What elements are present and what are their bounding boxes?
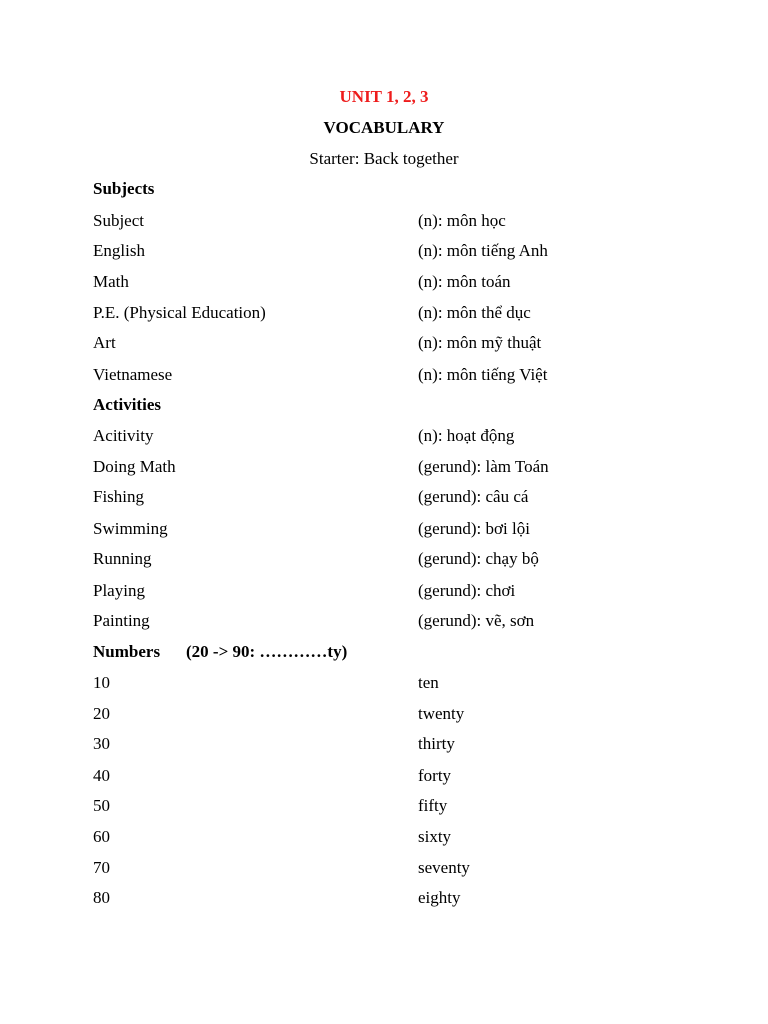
vocabulary-title: VOCABULARY bbox=[323, 118, 445, 137]
vocab-meaning: (gerund): bơi lội bbox=[418, 519, 530, 538]
vocab-meaning: (gerund): làm Toán bbox=[418, 457, 549, 476]
vocab-term: Playing bbox=[93, 581, 145, 600]
vocab-meaning: thirty bbox=[418, 734, 455, 753]
vocab-row bbox=[0, 825, 768, 849]
vocab-meaning: (n): môn học bbox=[418, 211, 506, 230]
vocab-meaning: (n): môn toán bbox=[418, 272, 511, 291]
vocab-term: P.E. (Physical Education) bbox=[93, 303, 266, 322]
vocab-meaning: (gerund): chạy bộ bbox=[418, 549, 539, 568]
vocab-row bbox=[0, 886, 768, 910]
vocab-row bbox=[0, 301, 768, 325]
vocab-row bbox=[0, 270, 768, 294]
numbers-note: (20 -> 90: …………ty) bbox=[186, 642, 348, 661]
vocab-term: 20 bbox=[93, 704, 110, 723]
vocab-term: Doing Math bbox=[93, 457, 176, 476]
vocab-meaning: (n): môn thể dục bbox=[418, 303, 531, 322]
vocab-row bbox=[0, 579, 768, 603]
vocab-meaning: twenty bbox=[418, 704, 465, 723]
vocab-row bbox=[0, 671, 768, 695]
vocab-term: Vietnamese bbox=[93, 365, 173, 384]
vocab-row bbox=[0, 239, 768, 263]
vocab-term: 10 bbox=[93, 673, 110, 692]
vocab-row bbox=[0, 517, 768, 541]
vocab-meaning: (gerund): chơi bbox=[418, 581, 516, 600]
vocab-row bbox=[0, 455, 768, 479]
vocab-row bbox=[0, 485, 768, 509]
vocab-meaning: seventy bbox=[418, 858, 470, 877]
vocab-meaning: (gerund): câu cá bbox=[418, 487, 529, 506]
vocab-meaning: eighty bbox=[418, 888, 461, 907]
vocab-term: Art bbox=[93, 333, 116, 352]
subjects-heading: Subjects bbox=[93, 179, 155, 198]
vocab-row bbox=[0, 794, 768, 818]
vocab-term: Math bbox=[93, 272, 129, 291]
vocab-term: 70 bbox=[93, 858, 110, 877]
vocab-row bbox=[0, 856, 768, 880]
activities-heading: Activities bbox=[93, 395, 161, 414]
vocab-row bbox=[0, 702, 768, 726]
vocab-term: 50 bbox=[93, 796, 110, 815]
vocab-term: 60 bbox=[93, 827, 110, 846]
numbers-heading: Numbers bbox=[93, 642, 161, 661]
vocab-meaning: (n): môn tiếng Anh bbox=[418, 241, 548, 260]
vocab-meaning: (n): hoạt động bbox=[418, 426, 515, 445]
vocab-row bbox=[0, 609, 768, 633]
vocab-row bbox=[0, 363, 768, 387]
vocab-meaning: (gerund): vẽ, sơn bbox=[418, 611, 535, 630]
vocab-meaning: fifty bbox=[418, 796, 448, 815]
vocab-meaning: sixty bbox=[418, 827, 452, 846]
vocab-meaning: (n): môn tiếng Việt bbox=[418, 365, 548, 384]
vocab-term: Subject bbox=[93, 211, 144, 230]
vocab-row bbox=[0, 732, 768, 756]
vocab-meaning: (n): môn mỹ thuật bbox=[418, 333, 542, 352]
vocab-meaning: ten bbox=[418, 673, 439, 692]
vocab-term: 80 bbox=[93, 888, 110, 907]
vocab-meaning: forty bbox=[418, 766, 452, 785]
vocab-term: Fishing bbox=[93, 487, 145, 506]
vocab-term: English bbox=[93, 241, 145, 260]
vocab-row bbox=[0, 331, 768, 355]
vocab-term: Acitivity bbox=[93, 426, 154, 445]
vocab-term: Running bbox=[93, 549, 152, 568]
vocab-term: 40 bbox=[93, 766, 110, 785]
vocab-term: Swimming bbox=[93, 519, 168, 538]
vocab-row bbox=[0, 424, 768, 448]
starter-subtitle: Starter: Back together bbox=[309, 149, 459, 168]
unit-title: UNIT 1, 2, 3 bbox=[339, 87, 429, 106]
vocab-term: Painting bbox=[93, 611, 150, 630]
vocab-row bbox=[0, 547, 768, 571]
vocab-row bbox=[0, 764, 768, 788]
vocab-row bbox=[0, 209, 768, 233]
vocab-term: 30 bbox=[93, 734, 110, 753]
